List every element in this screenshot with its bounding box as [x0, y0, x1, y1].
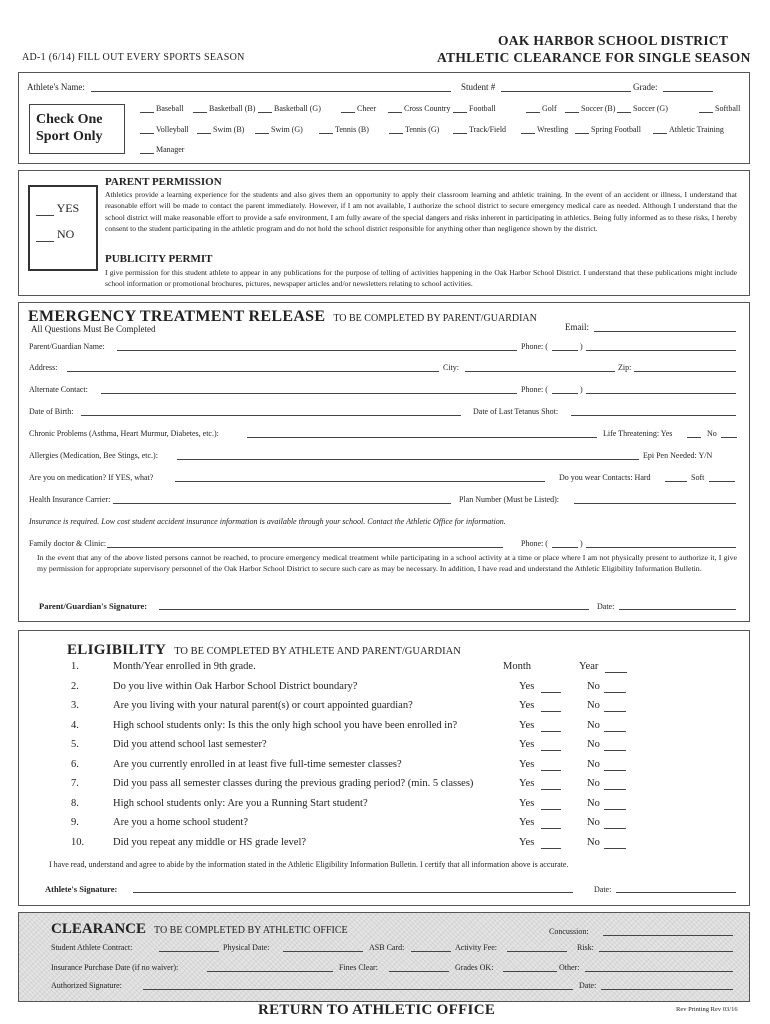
answer-yes-label: Yes	[519, 797, 535, 809]
publicity-title: PUBLICITY PERMIT	[105, 253, 213, 265]
alternate-contact-label: Alternate Contact:	[29, 385, 88, 394]
answer-no-field[interactable]	[604, 761, 626, 771]
check-one-box	[29, 104, 125, 154]
answer-no-field[interactable]	[604, 839, 626, 849]
sport-label: Swim (G)	[271, 125, 303, 134]
parent-phone-label: Phone: (	[521, 342, 548, 351]
sport-option[interactable]	[255, 124, 303, 134]
plan-label: Plan Number (Must be Listed):	[459, 495, 559, 504]
sport-option[interactable]	[653, 124, 724, 134]
question-number: 7.	[71, 778, 79, 789]
emergency-title: EMERGENCY TREATMENT RELEASE	[28, 308, 326, 325]
answer-no-label: No	[587, 680, 600, 692]
answer-yes-label: Yes	[519, 758, 535, 770]
answer-no-label: No	[587, 778, 600, 789]
parent-date-field[interactable]	[619, 600, 736, 610]
question-text: Did you pass all semester classes during the previous grading period? (min. 5 classes)	[113, 778, 474, 789]
dob-label: Date of Birth:	[29, 407, 74, 416]
parent-date-label: Date:	[597, 602, 615, 611]
athlete-name-label: Athlete's Name:	[27, 82, 85, 92]
activity-fee-label: Activity Fee:	[455, 943, 497, 952]
question-number: 1.	[71, 661, 79, 672]
sport-checkbox[interactable]	[389, 124, 403, 134]
sport-option[interactable]	[453, 124, 506, 134]
sport-label: Tennis (B)	[335, 125, 369, 134]
sport-option[interactable]	[453, 103, 496, 113]
zip-field[interactable]	[634, 362, 736, 372]
clearance-subtitle: TO BE COMPLETED BY ATHLETIC OFFICE	[154, 925, 348, 936]
life-threat-no[interactable]	[721, 428, 737, 438]
other-field[interactable]	[585, 962, 733, 972]
sport-label: Cross Country	[404, 104, 451, 113]
yes-no-box	[28, 185, 98, 271]
permission-title: PARENT PERMISSION	[105, 176, 222, 188]
alternate-phone-close: )	[580, 385, 583, 394]
contacts-hard[interactable]	[665, 472, 687, 482]
physical-field[interactable]	[283, 942, 363, 952]
insurance-field[interactable]	[113, 494, 451, 504]
sport-label: Volleyball	[156, 125, 189, 134]
district-name: OAK HARBOR SCHOOL DISTRICT	[498, 33, 729, 48]
allergies-label: Allergies (Medication, Bee Stings, etc.):	[29, 451, 158, 460]
answer-yes-field[interactable]	[541, 839, 561, 849]
sport-checkbox[interactable]	[255, 124, 269, 134]
clearance-section	[18, 912, 750, 1002]
question-text: High school students only: Are you a Running Start student?	[113, 797, 368, 809]
parent-name-label: Parent/Guardian Name:	[29, 342, 105, 351]
city-field[interactable]	[465, 362, 615, 372]
sport-label: Softball	[715, 104, 741, 113]
parent-name-field[interactable]	[117, 341, 517, 351]
sport-checkbox[interactable]	[197, 124, 211, 134]
sport-checkbox[interactable]	[617, 103, 631, 113]
athlete-signature-label: Athlete's Signature:	[45, 884, 118, 894]
student-number-field[interactable]	[501, 82, 631, 92]
parent-signature-label: Parent/Guardian's Signature:	[39, 601, 148, 611]
answer-no-label: No	[587, 758, 600, 770]
grade-label: Grade:	[633, 82, 658, 92]
parent-permission-section	[18, 170, 750, 296]
medication-label: Are you on medication? If YES, what?	[29, 473, 154, 482]
parent-phone-close: )	[580, 342, 583, 351]
alternate-phone-label: Phone: (	[521, 385, 548, 394]
authorized-signature-label: Authorized Signature:	[51, 981, 122, 990]
epipen-label: Epi Pen Needed: Y/N	[643, 451, 713, 460]
answer-yes-label: Yes	[519, 739, 535, 750]
parent-signature-field[interactable]	[159, 600, 589, 610]
sport-checkbox[interactable]	[140, 124, 154, 134]
insurance-label: Health Insurance Carrier:	[29, 495, 111, 504]
answer-no-field[interactable]	[604, 741, 626, 751]
sport-option[interactable]	[521, 124, 568, 134]
answer-yes-field[interactable]	[541, 800, 561, 810]
eligibility-subtitle: TO BE COMPLETED BY ATHLETE AND PARENT/GUARDIAN	[174, 646, 461, 657]
chronic-field[interactable]	[247, 428, 597, 438]
physical-label: Physical Date:	[223, 943, 270, 952]
sport-checkbox[interactable]	[341, 103, 355, 113]
other-label: Other:	[559, 963, 580, 972]
clearance-date-label: Date:	[579, 981, 597, 990]
plan-field[interactable]	[574, 494, 736, 504]
question-number: 10.	[71, 836, 85, 848]
asb-field[interactable]	[411, 942, 451, 952]
risk-field[interactable]	[599, 942, 733, 952]
email-field[interactable]	[594, 322, 736, 332]
release-text: In the event that any of the above listed persons cannot be reached, to procure emergency medical treatment while participating in a school activity at a time or place where I am not physically present to authorize it, I give my permission for appropriate supervisory personnel of the Oak Harbor School District to secure such care as may be necessary. In addition, I have read and understand the Athletic Eligibility Information Bulletin.	[37, 553, 737, 573]
sport-option[interactable]	[389, 124, 439, 134]
question-number: 8.	[71, 797, 79, 809]
alternate-contact-field[interactable]	[101, 384, 517, 394]
sport-label: Spring Football	[591, 125, 642, 134]
sport-checkbox[interactable]	[565, 103, 579, 113]
sport-label: Swim (B)	[213, 125, 245, 134]
answer-yes-label: Yes	[519, 778, 535, 789]
doctor-phone-field[interactable]	[586, 538, 736, 548]
emergency-subtitle: TO BE COMPLETED BY PARENT/GUARDIAN	[333, 313, 537, 324]
insurance-purchase-field[interactable]	[207, 962, 333, 972]
grades-label: Grades OK:	[455, 963, 494, 972]
sport-option[interactable]	[699, 103, 740, 113]
question-text: Are you a home school student?	[113, 817, 249, 828]
doctor-phone-label: Phone: (	[521, 539, 548, 548]
answer-no-field[interactable]	[604, 819, 626, 829]
medication-field[interactable]	[175, 472, 545, 482]
answer-yes-field[interactable]	[541, 741, 561, 751]
city-label: City:	[443, 363, 460, 372]
question-text: Do you live within Oak Harbor School District boundary?	[113, 680, 358, 692]
revised-label: Rev Printing Rev 03/16	[676, 1006, 738, 1013]
sport-label: Soccer (G)	[633, 104, 668, 113]
sport-label: Track/Field	[469, 125, 507, 134]
yes-checkbox[interactable]	[36, 206, 54, 216]
student-number-label: Student #	[461, 82, 496, 92]
athlete-signature-field[interactable]	[133, 883, 573, 893]
check-one-label: Check One Sport Only	[36, 112, 103, 144]
sport-checkbox[interactable]	[388, 103, 402, 113]
sport-checkbox[interactable]	[140, 144, 154, 154]
sport-checkbox[interactable]	[653, 124, 667, 134]
sport-checkbox[interactable]	[526, 103, 540, 113]
athlete-section	[18, 72, 750, 164]
yes-label: YES	[56, 201, 80, 215]
question-text: Are you living with your natural parent(s) or court appointed guardian?	[113, 700, 413, 711]
email-label: Email:	[565, 322, 589, 332]
life-threat-yes[interactable]	[687, 428, 701, 438]
fines-field[interactable]	[389, 962, 449, 972]
answer-yes-label: Yes	[519, 700, 535, 711]
life-threat-label: Life Threatening: Yes	[603, 429, 673, 438]
dob-field[interactable]	[81, 406, 461, 416]
risk-label: Risk:	[577, 943, 594, 952]
chronic-label: Chronic Problems (Asthma, Heart Murmur, Diabetes, etc.):	[29, 429, 219, 438]
fines-label: Fines Clear:	[339, 963, 378, 972]
question-text: Month/Year enrolled in 9th grade.	[113, 661, 256, 672]
answer-no-field[interactable]	[604, 800, 626, 810]
answer-yes-label: Yes	[519, 836, 535, 848]
student-contract-label: Student Athlete Contract:	[51, 943, 133, 952]
contacts-label: Do you wear Contacts: Hard	[559, 473, 651, 482]
sport-option[interactable]	[140, 144, 184, 154]
eligibility-title: ELIGIBILITY	[67, 642, 167, 658]
sport-option[interactable]	[258, 103, 321, 113]
answer-yes-field[interactable]	[541, 819, 561, 829]
year-field[interactable]	[605, 663, 627, 673]
answer-yes-field[interactable]	[541, 702, 561, 712]
answer-no-label: No	[587, 797, 600, 809]
answer-no-field[interactable]	[604, 722, 626, 732]
answer-no-field[interactable]	[604, 683, 626, 693]
no-checkbox[interactable]	[36, 232, 54, 242]
sport-label: Cheer	[357, 104, 377, 113]
sport-checkbox[interactable]	[521, 124, 535, 134]
question-text: Did you repeat any middle or HS grade level?	[113, 836, 307, 848]
year-label: Year	[579, 661, 599, 672]
contacts-soft[interactable]	[709, 472, 735, 482]
answer-no-label: No	[587, 817, 600, 828]
address-field[interactable]	[67, 362, 439, 372]
form-title: ATHLETIC CLEARANCE FOR SINGLE SEASON	[437, 50, 751, 65]
sport-option[interactable]	[140, 103, 184, 113]
doctor-label: Family doctor & Clinic:	[29, 539, 107, 548]
sport-checkbox[interactable]	[140, 103, 154, 113]
answer-no-label: No	[587, 836, 600, 848]
sport-option[interactable]	[388, 103, 450, 113]
answer-no-label: No	[587, 719, 600, 731]
answer-no-label: No	[587, 700, 600, 711]
sport-label: Football	[469, 104, 496, 113]
life-threat-no-label: No	[707, 429, 717, 438]
grade-field[interactable]	[663, 82, 713, 92]
sport-option[interactable]	[617, 103, 668, 113]
sport-label: Basketball (G)	[274, 104, 321, 113]
clearance-date-field[interactable]	[601, 980, 733, 990]
sport-option[interactable]	[341, 103, 376, 113]
zip-label: Zip:	[618, 363, 632, 372]
answer-yes-field[interactable]	[541, 780, 561, 790]
emergency-section	[18, 302, 750, 622]
answer-yes-label: Yes	[519, 719, 535, 731]
answer-no-field[interactable]	[604, 780, 626, 790]
answer-no-field[interactable]	[604, 702, 626, 712]
doctor-field[interactable]	[107, 538, 503, 548]
sport-label: Basketball (B)	[209, 104, 256, 113]
sport-checkbox[interactable]	[193, 103, 207, 113]
question-number: 4.	[71, 719, 79, 731]
answer-yes-label: Yes	[519, 680, 535, 692]
grades-field[interactable]	[503, 962, 557, 972]
concussion-field[interactable]	[603, 926, 733, 936]
eligibility-section	[18, 630, 750, 906]
question-number: 9.	[71, 817, 79, 828]
contacts-soft-label: Soft	[691, 473, 705, 482]
question-text: Did you attend school last semester?	[113, 739, 267, 750]
answer-yes-field[interactable]	[541, 761, 561, 771]
alternate-phone-field[interactable]	[586, 384, 736, 394]
answer-yes-field[interactable]	[541, 683, 561, 693]
sport-option[interactable]	[193, 103, 255, 113]
allergies-field[interactable]	[177, 450, 639, 460]
athlete-date-field[interactable]	[616, 883, 736, 893]
question-number: 2.	[71, 680, 79, 692]
month-label: Month	[503, 661, 532, 672]
sport-label: Athletic Training	[669, 125, 724, 134]
form-code: AD-1 (6/14) FILL OUT EVERY SPORTS SEASON	[22, 52, 245, 63]
parent-phone-field[interactable]	[586, 341, 736, 351]
question-number: 6.	[71, 758, 79, 770]
tetanus-label: Date of Last Tetanus Shot:	[473, 407, 559, 416]
sport-checkbox[interactable]	[575, 124, 589, 134]
activity-fee-field[interactable]	[507, 942, 567, 952]
sport-checkbox[interactable]	[699, 103, 713, 113]
sport-option[interactable]	[197, 124, 244, 134]
insurance-note: Insurance is required. Low cost student accident insurance information is available through your school. Contact the Athletic Office for information.	[29, 517, 506, 526]
sport-label: Baseball	[156, 104, 184, 113]
student-contract-field[interactable]	[159, 942, 219, 952]
tetanus-field[interactable]	[571, 406, 736, 416]
alternate-phone-area[interactable]	[552, 384, 578, 394]
sport-option[interactable]	[319, 124, 369, 134]
answer-yes-field[interactable]	[541, 722, 561, 732]
publicity-text: I give permission for this student athlete to appear in any publications for the purpose of telling of activities happening in the Oak Harbor School District. I understand that these publications might include school information or promotional brochures, pictures, newspaper articles and/or newsletters relating to school activities.	[105, 268, 737, 289]
eligibility-certify: I have read, understand and agree to abide by the information stated in the Athletic Eligibility Information Bulletin. I certify that all information above is accurate.	[49, 860, 569, 869]
sport-label: Tennis (G)	[405, 125, 440, 134]
answer-no-label: No	[587, 739, 600, 750]
answer-yes-label: Yes	[519, 817, 535, 828]
question-number: 5.	[71, 739, 79, 750]
parent-phone-area[interactable]	[552, 341, 578, 351]
sport-checkbox[interactable]	[453, 124, 467, 134]
question-text: Are you currently enrolled in at least five full-time semester classes?	[113, 758, 402, 770]
authorized-signature-field[interactable]	[143, 980, 573, 990]
sport-label: Soccer (B)	[581, 104, 616, 113]
doctor-phone-close: )	[580, 539, 583, 548]
sport-checkbox[interactable]	[319, 124, 333, 134]
address-label: Address:	[29, 363, 58, 372]
sport-option[interactable]	[140, 124, 189, 134]
sport-checkbox[interactable]	[453, 103, 467, 113]
sport-option[interactable]	[526, 103, 557, 113]
sport-label: Golf	[542, 104, 557, 113]
sport-option[interactable]	[575, 124, 641, 134]
clearance-title: CLEARANCE	[51, 921, 147, 937]
all-questions-label: All Questions Must Be Completed	[31, 324, 156, 334]
sport-label: Manager	[156, 145, 185, 154]
athlete-name-field[interactable]	[91, 82, 451, 92]
doctor-phone-area[interactable]	[552, 538, 578, 548]
question-number: 3.	[71, 700, 79, 711]
asb-label: ASB Card:	[369, 943, 405, 952]
athlete-date-label: Date:	[594, 885, 612, 894]
question-text: High school students only: Is this the only high school you have been enrolled in?	[113, 719, 458, 731]
no-label: NO	[57, 227, 75, 241]
sport-label: Wrestling	[537, 125, 569, 134]
concussion-label: Concussion:	[549, 927, 589, 936]
sport-checkbox[interactable]	[258, 103, 272, 113]
return-label: RETURN TO ATHLETIC OFFICE	[258, 1002, 496, 1018]
sport-option[interactable]	[565, 103, 615, 113]
permission-text: Athletics provide a learning experience for the students and also gives them an opportunity to apply their classroom learning and athletic training. In the event of an accident or illness, I understand that reasonable effort will be made to contact the parent immediately. However, if I am not available, I authorize the school district to secure emergency medical care as needed. Although I understand that the school district will make reasonable effort to provide a safe environment, I am fully aware of the special dangers and risks inherent in participating in athletics. Being fully informed as to these risks, I hereby consent to the student participating in the athletic program and do not hold the school district responsible for anything other than negligence shown by the district.	[105, 190, 737, 234]
insurance-purchase-label: Insurance Purchase Date (if no waiver):	[51, 963, 179, 972]
